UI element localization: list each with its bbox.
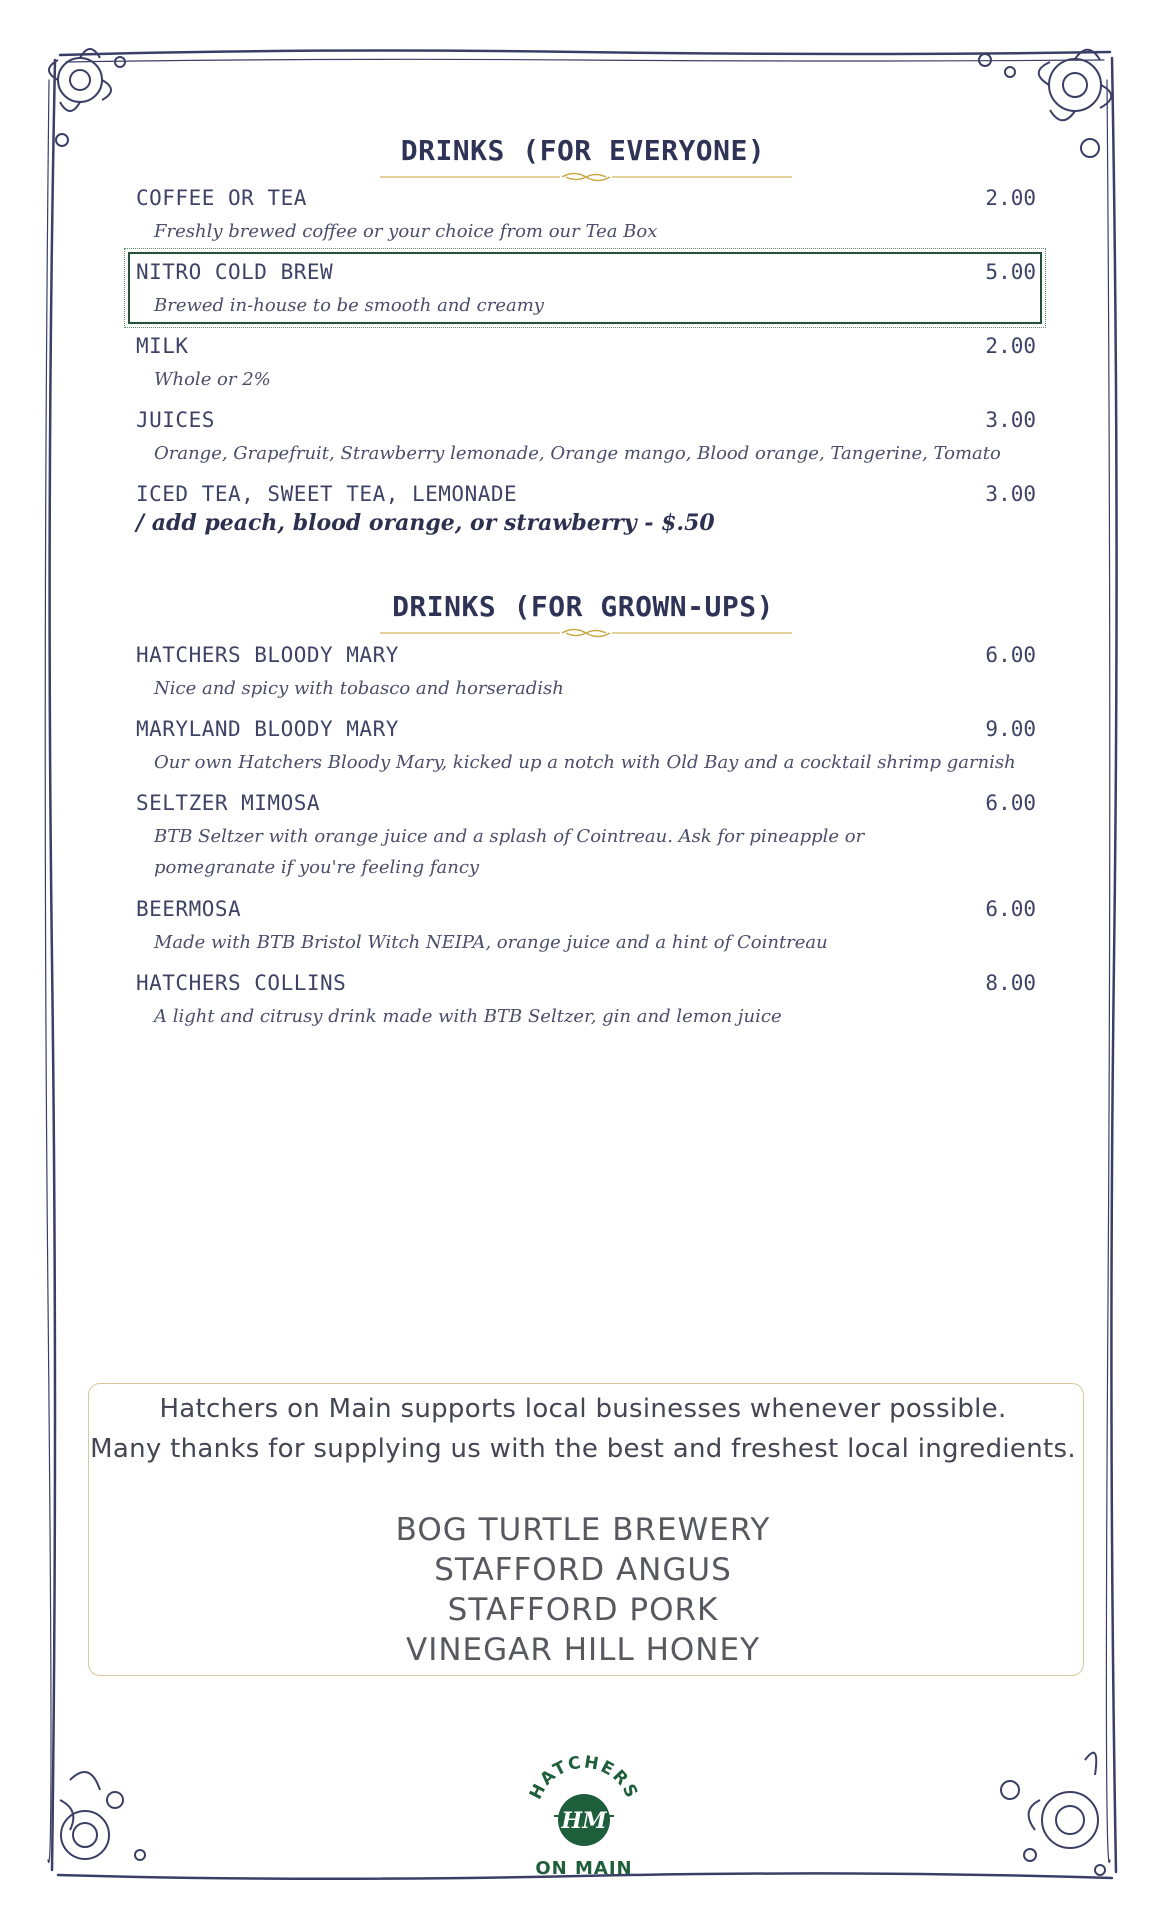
item-name: MARYLAND BLOODY MARY [136, 717, 399, 741]
item-name: HATCHERS BLOODY MARY [136, 643, 399, 667]
gold-divider [380, 626, 792, 640]
hatchers-logo [520, 1752, 648, 1887]
item-price: 5.00 [985, 260, 1036, 284]
supplier-name: VINEGAR HILL HONEY [405, 1632, 761, 1668]
supplier-name: STAFFORD PORK [447, 1592, 719, 1628]
logo-bottom-text: ON MAIN [535, 1858, 633, 1879]
supplier-name: BOG TURTLE BREWERY [395, 1512, 771, 1548]
item-addon-note: / add peach, blood orange, or strawberry - $.50 [136, 510, 715, 536]
item-price: 3.00 [985, 408, 1036, 432]
item-price: 8.00 [985, 971, 1036, 995]
item-price: 2.00 [985, 186, 1036, 210]
item-description: Orange, Grapefruit, Strawberry lemonade, Orange mango, Blood orange, Tangerine, Tomato [154, 443, 1001, 464]
supplier-name: STAFFORD ANGUS [434, 1552, 732, 1588]
item-name: MILK [136, 334, 189, 358]
section-title-grown-ups: DRINKS (FOR GROWN-UPS) [392, 590, 774, 623]
item-price: 9.00 [985, 717, 1036, 741]
item-description: A light and citrusy drink made with BTB Seltzer, gin and lemon juice [154, 1006, 782, 1027]
item-name: ICED TEA, SWEET TEA, LEMONADE [136, 482, 518, 506]
item-name: HATCHERS COLLINS [136, 971, 347, 995]
item-description: Made with BTB Bristol Witch NEIPA, orange juice and a hint of Cointreau [154, 932, 828, 953]
item-description: Nice and spicy with tobasco and horseradish [154, 678, 564, 699]
item-price: 2.00 [985, 334, 1036, 358]
logo-monogram: HM [561, 1808, 607, 1834]
local-thanks-text: Many thanks for supplying us with the best and freshest local ingredients. [90, 1434, 1076, 1464]
item-description: BTB Seltzer with orange juice and a splash of Cointreau. Ask for pineapple or pomegranate if you're feeling fancy [154, 826, 865, 878]
item-name: SELTZER MIMOSA [136, 791, 321, 815]
item-price: 3.00 [985, 482, 1036, 506]
logo-arc-text: HATCHERS [525, 1752, 643, 1803]
item-description: Whole or 2% [154, 369, 271, 390]
item-description: Our own Hatchers Bloody Mary, kicked up a notch with Old Bay and a cocktail shrimp garnish [154, 752, 1016, 773]
local-support-text: Hatchers on Main supports local businesses whenever possible. [159, 1394, 1007, 1424]
item-name: COFFEE OR TEA [136, 186, 307, 210]
item-price: 6.00 [985, 897, 1036, 921]
section-title-everyone: DRINKS (FOR EVERYONE) [400, 134, 766, 167]
item-price: 6.00 [985, 791, 1036, 815]
gold-divider [380, 170, 792, 184]
item-price: 6.00 [985, 643, 1036, 667]
item-description: Brewed in-house to be smooth and creamy [154, 295, 544, 316]
item-name: JUICES [136, 408, 215, 432]
item-name: NITRO COLD BREW [136, 260, 334, 284]
item-description: Freshly brewed coffee or your choice from our Tea Box [154, 221, 658, 242]
item-name: BEERMOSA [136, 897, 242, 921]
